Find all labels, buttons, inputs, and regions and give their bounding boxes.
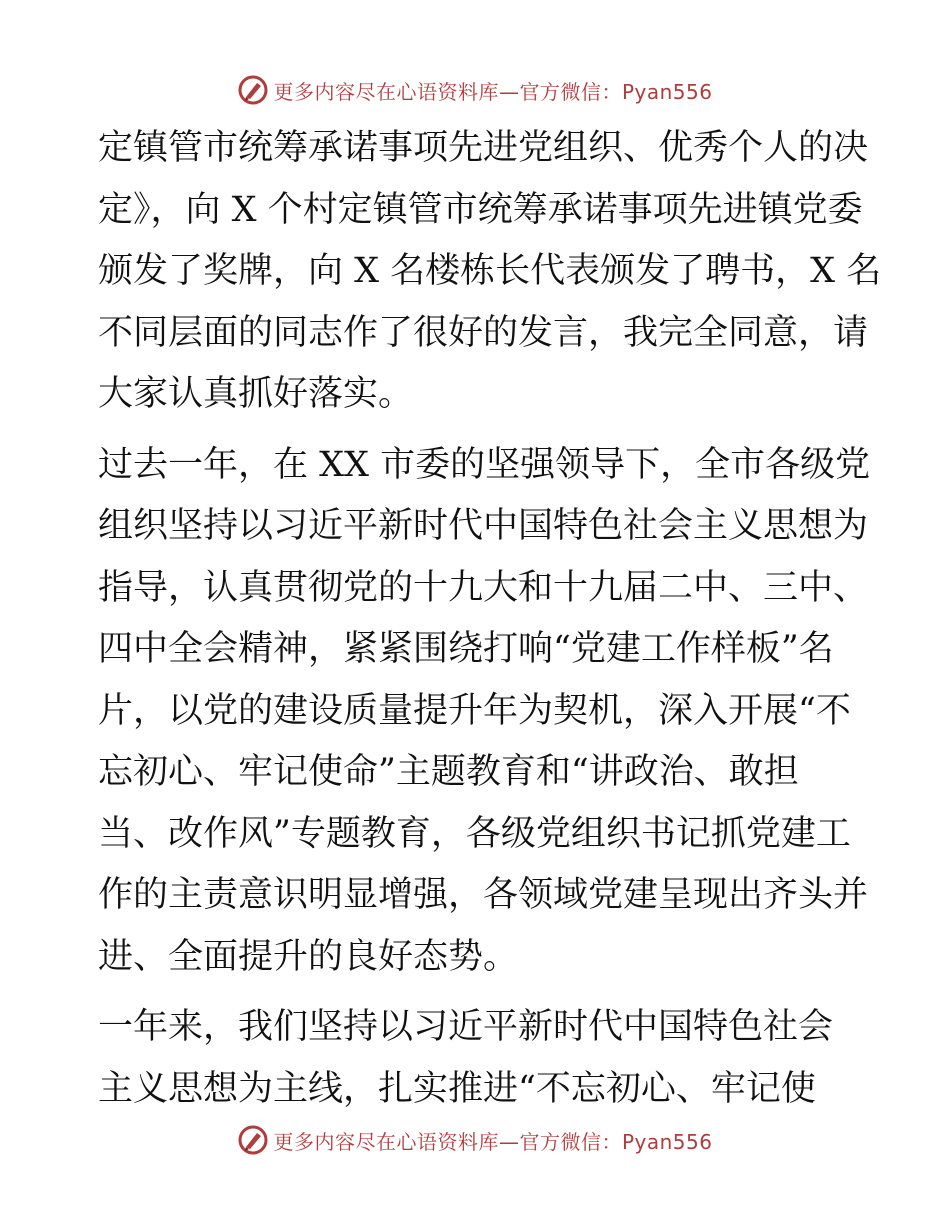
header-banner-text: 更多内容尽在心语资料库—官方微信：Pyan556 [273,79,713,104]
paragraph-1 [98,118,882,426]
text-line: 忘初心、牢记使命”主题教育和“讲政治、敢担 [98,752,799,792]
body-text [98,118,882,1120]
text-line: 大家认真抓好落实。 [98,374,414,414]
text-line: 定镇管市统筹承诺事项先进党组织、优秀个人的决 [98,128,869,168]
pen-circle-logo-icon [237,74,269,106]
text-line: 主义思想为主线，扎实推进“不忘初心、牢记使 [98,1068,816,1109]
header-banner [0,70,950,110]
text-line: 一年来，我们坚持以习近平新时代中国特色社会 [98,1007,834,1047]
text-line: 片，以党的建设质量提升年为契机，深入开展“不 [98,690,851,731]
text-line: 指导，认真贯彻党的十九大和十九届二中、三中、 [98,567,869,608]
text-line: 当、改作风”专题教育，各级党组织书记抓党建工 [98,813,851,854]
footer-banner [0,1120,950,1160]
text-line: 四中全会精神，紧紧围绕打响“党建工作样板”名 [98,629,834,669]
text-line: 不同层面的同志作了很好的发言，我完全同意，请 [98,312,869,353]
text-line: 组织坚持以习近平新时代中国特色社会主义思想为 [98,506,869,546]
paragraph-3 [98,997,858,1120]
paragraph-2 [98,435,871,989]
text-line: 颁发了奖牌，向 X 名楼栋长代表颁发了聘书，X 名 [98,251,882,291]
text-line: 作的主责意识明显增强，各领域党建呈现出齐头并 [98,875,869,915]
footer-banner-text: 更多内容尽在心语资料库—官方微信：Pyan556 [273,1129,713,1154]
text-line: 进、全面提升的良好态势。 [98,936,519,977]
text-line: 过去一年，在 XX 市委的坚强领导下，全市各级党 [98,444,871,485]
text-line: 定》，向 X 个村定镇管市统筹承诺事项先进镇党委 [98,189,863,230]
pen-circle-logo-icon [237,1124,269,1156]
